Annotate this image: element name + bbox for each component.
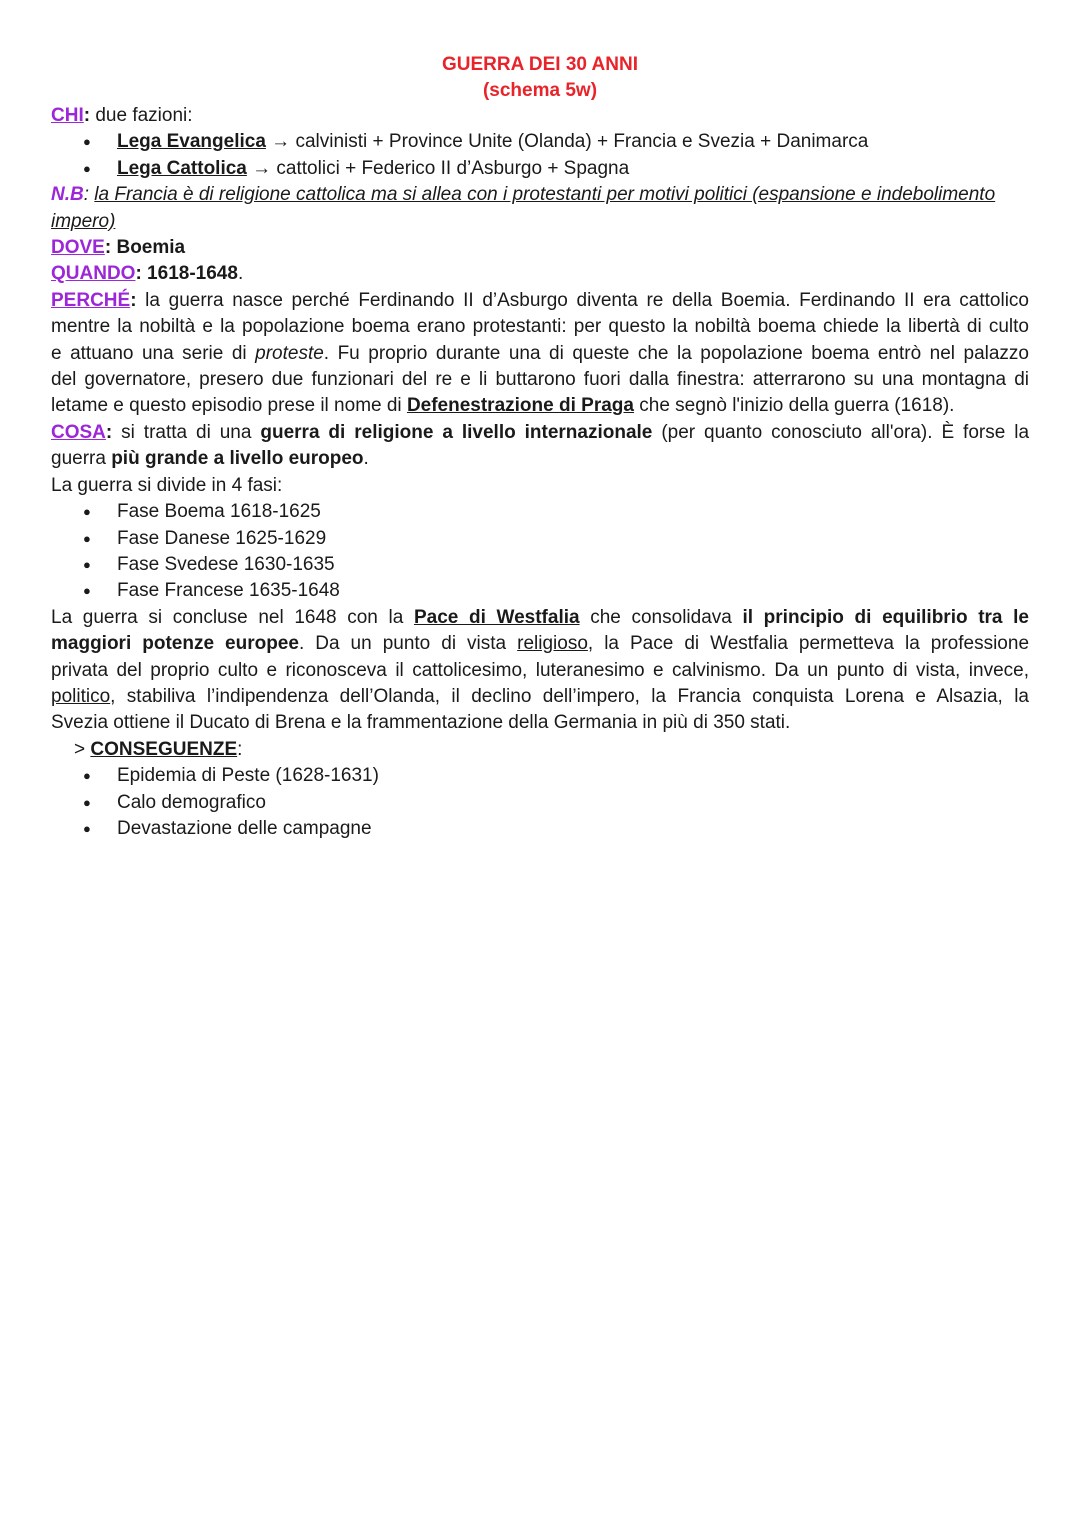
nb-line: N.B: la Francia è di religione cattolica ma si allea con i protestanti per motivi politici (espansione e indebolimento xyxy=(51,184,996,206)
pace-westfalia-term: Pace di Westfalia xyxy=(413,606,580,628)
dove-line: DOVE: Boemia xyxy=(51,237,186,259)
faction-name: Lega Evangelica xyxy=(117,131,266,153)
list-item xyxy=(51,129,1029,155)
dove-label: DOVE xyxy=(51,237,105,259)
list-item: ● Fase Francese 1635-1648 xyxy=(51,578,1029,604)
list-item: ● Fase Boema 1618-1625 xyxy=(51,499,1029,525)
quando-label: QUANDO xyxy=(51,263,136,285)
chi-list xyxy=(51,129,1029,182)
perche-line: PERCHÉ: la guerra nasce perché Ferdinando II d’Asburgo diventa re della Boemia. Ferdinando II era cattolico xyxy=(51,289,1029,311)
list-item: ● Fase Danese 1625-1629 xyxy=(51,526,1029,552)
faction-desc: → calvinisti + Province Unite (Olanda) + Francia e Svezia + Danimarca xyxy=(265,131,869,153)
conseguenze-label: CONSEGUENZE xyxy=(90,738,238,760)
defenestrazione-term: Defenestrazione di Praga xyxy=(406,395,634,417)
title-block xyxy=(0,52,1080,104)
nb-text: la Francia è di religione cattolica ma si allea con i protestanti per motivi politici (espansione e indebolimento xyxy=(94,184,996,206)
perche-label: PERCHÉ xyxy=(51,289,131,311)
list-item: ● Fase Svedese 1630-1635 xyxy=(51,552,1029,578)
faction-name: Lega Cattolica xyxy=(117,157,247,179)
fasi-list xyxy=(51,499,1029,605)
notes-body: CHI: due fazioni: ● Lega Evangelica → calvinisti + Province Unite (Olanda) + Francia e Svezia + Danimarca ● Lega Cattolica → cattolici + Federico II d’Asburgo + Spagna N.B: la Francia è di religione cattolica ma si allea con i protestanti per motivi politici (espansione e indebolimento impero) DOVE: Boemia QUANDO: 1618-1648. PERCHÉ: la guerra nasce perché Ferdinando II d’Asburgo diventa re della Boemia. Ferdinando II era cattolico mentre la nobiltà e la popolazione boema erano protestanti: per questo la nobiltà boema chiede la libertà di culto e attuano una serie di proteste. Fu proprio durante una di queste che la popolazione boema entrò nel palazzo del governatore, presero due funzionari del re e li buttarono fuori dalla finestra: atterrarono su una montagna di letame e questo episodio prese il nome di Defenestrazione di Praga che segnò l'inizio della guerra (1618). COSA: si tratta di una guerra di religione a livello internazionale (per quanto conosciuto all'ora). È forse la guerra più grande a livello europeo. La guerra si divide in 4 fasi: ● Fase Boema 1618-1625 ● Fase Danese 1625-1629 ● Fase Svedese 1630-1635 ● Fase Francese 1635-1648 La guerra si concluse nel 1648 con la Pace di Westfalia che consolidava il principio di equilibrio tra le maggiori potenze europee. Da un punto di vista religioso, la Pace di Westfalia permetteva la professione privata del proprio culto e riconosceva il cattolicesimo, luteranesimo e calvinismo. Da un punto di vista, invece, politico, stabiliva l’indipendenza dell’Olanda, il declino dell’impero, la Francia conquista Lorena e Alsazia, la Svezia ottiene il Ducato di Brena e la frammentazione della Germania in più di 350 stati. > CONSEGUENZE: ● Epidemia di Peste (1628-1631) ● Calo demografico ● Devastazione delle campagne xyxy=(51,103,1029,842)
page-subtitle: (schema 5w) xyxy=(482,80,598,101)
list-item: ● Epidemia di Peste (1628-1631) xyxy=(51,763,1029,789)
conseguenze-list xyxy=(51,763,1029,842)
pace-paragraph: La guerra si concluse nel 1648 con la Pace di Westfalia che consolidava il principio di equilibrio tra le xyxy=(51,606,1029,628)
nb-text-cont: impero) xyxy=(51,210,116,232)
fasi-intro: La guerra si divide in 4 fasi: xyxy=(51,474,283,496)
chi-line: CHI: due fazioni: xyxy=(51,105,193,126)
quando-value: 1618-1648 xyxy=(141,263,238,285)
list-item xyxy=(51,156,1029,182)
conseguenze-heading: > CONSEGUENZE: xyxy=(74,738,243,760)
cosa-line: COSA: si tratta di una guerra di religione a livello internazionale (per quanto conosciuto all'ora). È forse la xyxy=(51,421,1030,443)
dove-value: Boemia xyxy=(111,237,186,259)
page-title: GUERRA DEI 30 ANNI xyxy=(441,54,638,75)
quando-line: QUANDO: 1618-1648. xyxy=(51,263,244,285)
nb-label: N.B xyxy=(51,184,84,206)
chi-label: CHI xyxy=(51,105,84,126)
proteste-term: proteste xyxy=(255,342,324,364)
list-item: ● Devastazione delle campagne xyxy=(51,816,1029,842)
list-item: ● Calo demografico xyxy=(51,790,1029,816)
faction-desc: → cattolici + Federico II d’Asburgo + Spagna xyxy=(246,157,630,179)
chi-text: due fazioni: xyxy=(90,105,193,126)
cosa-label: COSA xyxy=(51,421,106,443)
